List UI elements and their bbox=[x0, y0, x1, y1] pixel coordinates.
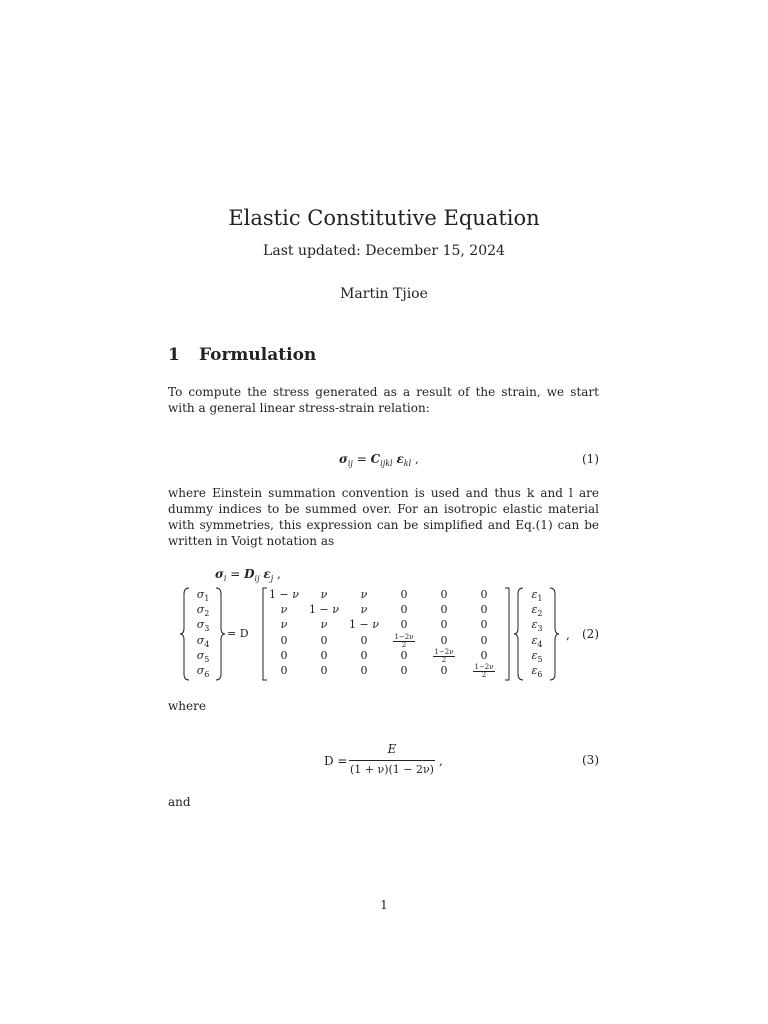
matrix-cell: 0 bbox=[480, 633, 488, 647]
equation-3-comma: , bbox=[439, 754, 443, 768]
stress-component: $\sigma_6$ bbox=[196, 664, 210, 679]
strain-component: $\varepsilon_5$ bbox=[531, 648, 543, 664]
matrix-cell: ν bbox=[280, 603, 288, 617]
matrix-cell: 0 bbox=[400, 588, 408, 601]
matrix-cell: 0 bbox=[400, 664, 408, 677]
stress-component: $\sigma_5$ bbox=[196, 648, 210, 664]
equation-1: $\sigma_{ij} = C_{ijkl}$ $\varepsilon_{kl}$ , bbox=[339, 452, 419, 468]
stress-component: $\sigma_1$ bbox=[196, 588, 210, 603]
matrix-cell: 0 bbox=[360, 633, 368, 647]
matrix-cell: 0 bbox=[440, 588, 448, 601]
section-heading bbox=[168, 345, 316, 365]
and-text: and bbox=[168, 795, 191, 809]
matrix-cell-fraction: $\frac{1-2\nu}{2}$ bbox=[394, 632, 414, 649]
matrix-cell: 0 bbox=[480, 588, 488, 601]
matrix-cell: 0 bbox=[480, 618, 488, 632]
matrix-cell: 0 bbox=[320, 633, 328, 647]
stress-component: $\sigma_3$ bbox=[196, 618, 210, 634]
equation-1-number: (1) bbox=[582, 452, 599, 466]
matrix-cell: ν bbox=[320, 588, 328, 601]
matrix-cell-fraction: $\frac{1-2\nu}{2}$ bbox=[434, 647, 454, 664]
summation-paragraph: where Einstein summation convention is used and thus k and l are dummy indices to be summed over. For an isotropic elastic material with symmetries, this expression can be simplified and Eq.(1) can be written in Voigt notation as bbox=[168, 486, 599, 548]
matrix-cell: 0 bbox=[440, 664, 448, 677]
strain-component: $\varepsilon_1$ bbox=[531, 588, 543, 603]
equation-3-numerator: E bbox=[387, 742, 397, 756]
matrix-cell: 0 bbox=[320, 648, 328, 662]
matrix-cell: 0 bbox=[280, 633, 288, 647]
matrix-cell: ν bbox=[360, 603, 368, 617]
matrix-cell: 1 − ν bbox=[349, 618, 379, 632]
matrix-cell: ν bbox=[320, 618, 328, 632]
matrix-cell: 0 bbox=[280, 664, 288, 677]
matrix-cell: 0 bbox=[400, 618, 408, 632]
matrix-cell: 0 bbox=[280, 648, 288, 662]
strain-component: $\varepsilon_4$ bbox=[531, 633, 543, 649]
equation-3-lhs: D = bbox=[324, 754, 348, 768]
matrix-cell: 1 − ν bbox=[309, 603, 339, 617]
matrix-cell: 0 bbox=[360, 648, 368, 662]
equation-3-denominator: (1 + ν)(1 − 2ν) bbox=[350, 763, 434, 776]
stress-component: $\sigma_2$ bbox=[196, 603, 210, 619]
section-title: Formulation bbox=[199, 345, 317, 365]
document-title: Elastic Constitutive Equation bbox=[228, 206, 540, 230]
date-line: Last updated: December 15, 2024 bbox=[263, 243, 505, 259]
page-number: 1 bbox=[380, 898, 388, 912]
matrix-cell: 1 − ν bbox=[269, 588, 299, 601]
matrix-cell: 0 bbox=[440, 618, 448, 632]
matrix-cell: 0 bbox=[440, 603, 448, 617]
section-number: 1 bbox=[168, 345, 180, 365]
stress-component: $\sigma_4$ bbox=[196, 633, 210, 649]
matrix-D-label: = D bbox=[227, 627, 249, 640]
matrix-cell: 0 bbox=[480, 603, 488, 617]
matrix-cell: ν bbox=[280, 618, 288, 632]
equation-2-number: (2) bbox=[582, 627, 599, 641]
equation-3-number: (3) bbox=[582, 753, 599, 767]
where-text: where bbox=[168, 699, 206, 713]
equation-2-header: $\sigma_i = D_{ij}$ $\varepsilon_j$ , bbox=[215, 567, 281, 583]
matrix-cell: 0 bbox=[400, 603, 408, 617]
intro-paragraph: To compute the stress generated as a result of the strain, we start with a general linear stress-strain relation: bbox=[168, 385, 599, 415]
equation-2-matrix-block bbox=[180, 586, 570, 682]
matrix-cell: 0 bbox=[320, 664, 328, 677]
author: Martin Tjioe bbox=[340, 286, 428, 302]
matrix-cell: 0 bbox=[400, 648, 408, 662]
equation-2-comma: , bbox=[566, 628, 570, 642]
equation-3-fraction-bar bbox=[349, 760, 435, 761]
matrix-cell-fraction: $\frac{1-2\nu}{2}$ bbox=[474, 663, 494, 679]
matrix-cell: 0 bbox=[360, 664, 368, 677]
strain-component: $\varepsilon_6$ bbox=[531, 664, 543, 679]
strain-component: $\varepsilon_2$ bbox=[531, 603, 543, 619]
matrix-cell: 0 bbox=[480, 648, 488, 662]
strain-component: $\varepsilon_3$ bbox=[531, 618, 543, 634]
matrix-cell: 0 bbox=[440, 633, 448, 647]
matrix-cell: ν bbox=[360, 588, 368, 601]
